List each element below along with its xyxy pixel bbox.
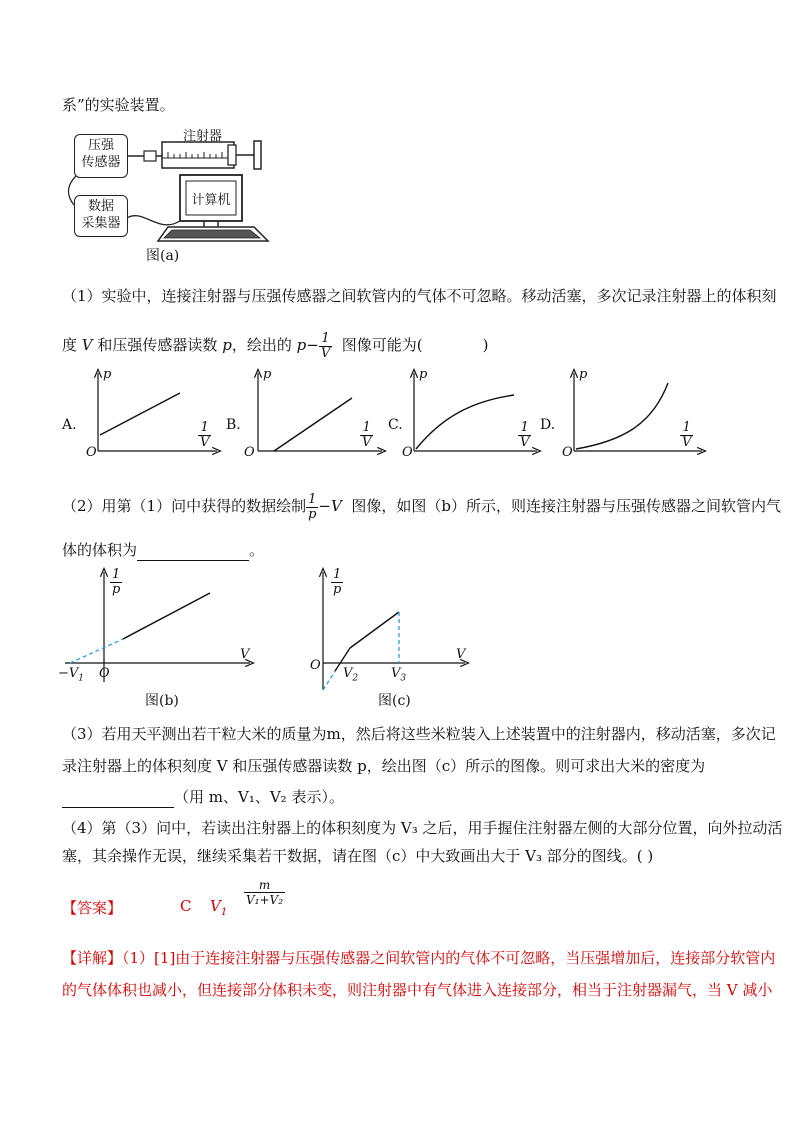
- pressure-sensor-box: [74, 134, 128, 178]
- option-d-origin: O: [562, 445, 573, 460]
- q1-text-a: 度: [62, 336, 78, 354]
- option-c-origin: O: [402, 445, 413, 460]
- option-b-label: B.: [226, 417, 241, 433]
- explain-line1: 【详解】（1）[1]由于连接注射器与压强传感器之间软管内的气体不可忽略，当压强增加后，连接部分软管内: [62, 949, 776, 967]
- q2-answer-blank[interactable]: [137, 540, 249, 561]
- data-collector-box: [74, 195, 128, 237]
- option-c-axis-x: $\frac{1}{V}$: [520, 420, 530, 450]
- q1-text-e: ): [482, 336, 489, 354]
- option-b-origin: O: [244, 445, 255, 460]
- answer-c: C: [180, 897, 192, 915]
- q1-line2: [62, 328, 488, 362]
- q1-line1: （1）实验中，连接注射器与压强传感器之间软管内的气体不可忽略。移动活塞，多次记录注射器上的体积刻: [62, 287, 777, 305]
- q2-text-b: 图像，如图（b）所示，则连接注射器与压强传感器之间软管内气: [351, 497, 781, 515]
- intro-line: 系”的实验装置。: [62, 96, 175, 114]
- q2-line1: [62, 486, 781, 526]
- figure-a-caption: 图(a): [146, 248, 180, 264]
- data-collector-label-2: 采集器: [81, 216, 121, 231]
- explain-line2: 的气体体积也减小，但连接部分体积未变，则注射器中有气体进入连接部分，相当于注射器漏气，当 V 减小: [62, 981, 773, 999]
- graph-c-origin: O: [310, 658, 321, 673]
- q2-dash: −: [318, 497, 331, 515]
- option-a-axis-p: p: [103, 367, 112, 382]
- option-b-axis-x: $\frac{1}{V}$: [362, 420, 372, 450]
- q1-text-c: ，绘出的: [231, 336, 292, 354]
- q2-fraction: $\frac{1}{p}$: [308, 491, 317, 522]
- q2-line2-end: 。: [249, 541, 265, 559]
- q1-options: [62, 365, 752, 465]
- q3-answer-blank[interactable]: [62, 787, 174, 808]
- option-d-axis-x: $\frac{1}{V}$: [682, 420, 692, 450]
- option-c-axis-p: p: [419, 367, 428, 382]
- pressure-sensor-label-2: 传感器: [81, 155, 121, 170]
- graph-b: [65, 572, 250, 682]
- q3-line3-text: （用 m、V₁、V₂ 表示）。: [174, 788, 344, 806]
- option-d-axis-p: p: [579, 367, 588, 382]
- q3-line1: （3）若用天平测出若干粒大米的质量为m，然后将这些米粒装入上述装置中的注射器内，移动活塞，多次记: [62, 725, 776, 743]
- option-b-axis-p: p: [263, 367, 272, 382]
- q2-var-v: V: [331, 497, 342, 515]
- q1-text-d: 图像可能为(: [341, 336, 423, 354]
- q1-text-b: 和压强传感器读数: [97, 336, 218, 354]
- graph-b-caption: 图(b): [145, 693, 179, 709]
- graph-b-axis-y: $\frac{1}{p}$: [112, 567, 121, 597]
- option-a-axis-x: $\frac{1}{V}$: [200, 420, 210, 450]
- q1-frac-p: p: [296, 336, 307, 354]
- graph-c-axis-y: $\frac{1}{p}$: [333, 567, 342, 597]
- graph-c-line: [350, 612, 399, 648]
- answer-label: 【答案】: [62, 899, 123, 917]
- syringe-label: 注射器: [183, 129, 223, 144]
- q2-text-a: （2）用第（1）问中获得的数据绘制: [62, 497, 307, 515]
- data-collector-label-1: 数据: [87, 199, 114, 214]
- graph-b-neg-v1: $-V_1$: [58, 666, 85, 684]
- answer-density-fraction: $\frac{m}{\text{V₁+V₂}}$: [246, 878, 284, 907]
- graphs-bc: [55, 562, 475, 712]
- q1-frac-dash: −: [306, 336, 319, 354]
- graph-b-axis-x: V: [240, 647, 250, 662]
- option-a-origin: O: [86, 445, 97, 460]
- q1-var-v: V: [81, 336, 93, 354]
- answer-v1: $V_1$: [210, 897, 228, 918]
- q3-line2: 录注射器上的体积刻度 V 和压强传感器读数 p，绘出图（c）所示的图像。则可求出大米的密度为: [62, 757, 706, 775]
- computer-label: 计算机: [191, 193, 231, 208]
- q4-line1: （4）第（3）问中，若读出注射器上的体积刻度为 V₃ 之后，用手握住注射器左侧的大部分位置，向外拉动活: [62, 819, 783, 837]
- option-c-label: C.: [388, 417, 403, 433]
- q2-line2-text: 体的体积为: [62, 541, 138, 559]
- graph-b-origin: O: [99, 666, 110, 681]
- graph-c-axis-x: V: [456, 647, 466, 662]
- graph-b-line: [123, 593, 210, 639]
- option-a-label: A.: [62, 417, 77, 433]
- graph-b-extrapolation: [70, 639, 123, 663]
- graph-c-v2: $V_2$: [343, 666, 359, 684]
- pressure-sensor-label-1: 压强: [87, 138, 114, 153]
- graph-c-v3: $V_3$: [391, 666, 407, 684]
- q1-var-p: p: [222, 336, 232, 354]
- option-d-label: D.: [540, 417, 556, 433]
- q4-line2: 塞，其余操作无误，继续采集若干数据，请在图（c）中大致画出大于 V₃ 部分的图线。( ): [62, 847, 654, 865]
- graph-c-caption: 图(c): [378, 693, 411, 709]
- q3-line3: [62, 787, 344, 808]
- q1-fraction: $\frac{1}{V}$: [320, 330, 331, 361]
- apparatus-figure: [62, 125, 302, 265]
- q2-line2: [62, 540, 264, 561]
